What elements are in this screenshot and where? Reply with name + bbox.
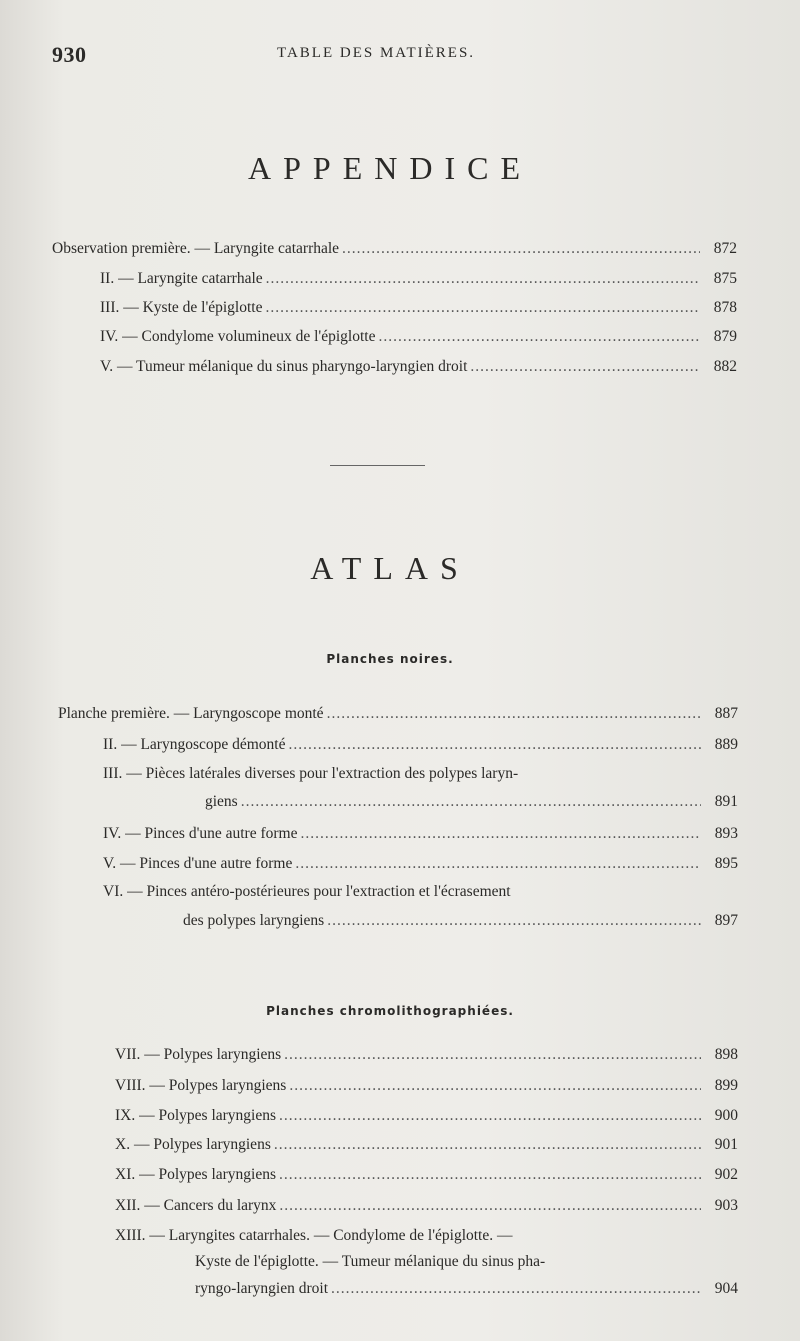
toc-entry-label: V. — Pinces d'une autre forme	[103, 855, 293, 872]
toc-entry-label: IX. — Polypes laryngiens	[115, 1107, 277, 1124]
toc-entry-label: VIII. — Polypes laryngiens	[115, 1077, 287, 1094]
toc-entry-label: II. — Laryngoscope démonté	[103, 736, 286, 753]
toc-entry-label: giens	[205, 793, 238, 810]
toc-entry	[115, 1077, 738, 1095]
leader-dots	[342, 240, 700, 258]
toc-entry-page: 899	[714, 1077, 738, 1094]
leader-dots	[295, 855, 701, 873]
leader-dots	[284, 1046, 701, 1064]
toc-entry	[115, 1166, 738, 1184]
toc-entry-page: 902	[714, 1166, 738, 1183]
leader-dots	[378, 328, 700, 346]
toc-entry	[58, 705, 738, 723]
toc-entry-page: 901	[714, 1136, 738, 1153]
leader-dots	[279, 1107, 701, 1125]
toc-entry-label: Kyste de l'épiglotte. — Tumeur mélanique du sinus pha-	[195, 1253, 546, 1270]
toc-entry-label: IV. — Pinces d'une autre forme	[103, 825, 298, 842]
toc-entry-label: VI. — Pinces antéro-postérieures pour l'extraction et l'écrasement	[103, 883, 511, 900]
toc-entry-page: 904	[714, 1280, 738, 1297]
toc-entry-page: 893	[714, 825, 738, 842]
page-header	[52, 42, 740, 72]
toc-entry	[52, 240, 737, 258]
leader-dots	[289, 736, 702, 754]
toc-entry-page: 882	[713, 358, 737, 375]
toc-entry-label: XI. — Polypes laryngiens	[115, 1166, 277, 1183]
toc-entry-label: des polypes laryngiens	[183, 912, 325, 929]
toc-entry	[115, 1046, 738, 1064]
planches-chromo-heading: Planches chromolithographiées.	[266, 1004, 514, 1018]
toc-entry-label: III. — Kyste de l'épiglotte	[100, 299, 263, 316]
toc-entry-page: 879	[713, 328, 737, 345]
leader-dots	[327, 912, 701, 930]
section-divider	[330, 465, 425, 466]
toc-entry-label: XII. — Cancers du larynx	[115, 1197, 277, 1214]
leader-dots	[274, 1136, 701, 1154]
leader-dots	[470, 358, 700, 376]
leader-dots	[327, 705, 701, 723]
toc-entry-label: IV. — Condylome volumineux de l'épiglotte	[100, 328, 376, 345]
toc-entry-page: 900	[714, 1107, 738, 1124]
toc-entry	[100, 328, 737, 346]
leader-dots	[279, 1166, 701, 1184]
toc-entry-page: 897	[714, 912, 738, 929]
toc-entry-page: 903	[714, 1197, 738, 1214]
toc-entry-label: II. — Laryngite catarrhale	[100, 270, 263, 287]
toc-entry-label: Planche première. — Laryngoscope monté	[58, 705, 324, 722]
appendice-title: APPENDICE	[247, 150, 532, 186]
toc-entry	[195, 1280, 738, 1298]
toc-entry-page: 889	[714, 736, 738, 753]
leader-dots	[279, 1197, 701, 1215]
toc-entry	[205, 793, 738, 811]
toc-entry-page: 872	[713, 240, 737, 257]
toc-entry-label: ryngo-laryngien droit	[195, 1280, 329, 1297]
toc-entry-label: Observation première. — Laryngite catarrhale	[52, 240, 340, 257]
toc-entry-label: III. — Pièces latérales diverses pour l'extraction des polypes laryn-	[103, 765, 519, 782]
toc-entry	[115, 1197, 738, 1215]
leader-dots	[289, 1077, 701, 1095]
leader-dots	[300, 825, 701, 843]
leader-dots	[241, 793, 701, 811]
toc-entry	[115, 1136, 738, 1154]
atlas-title: ATLAS	[310, 550, 470, 586]
leader-dots	[266, 270, 700, 288]
toc-entry-label: VII. — Polypes laryngiens	[115, 1046, 282, 1063]
toc-entry-page: 875	[713, 270, 737, 287]
leader-dots	[331, 1280, 701, 1298]
toc-entry-page: 878	[713, 299, 737, 316]
toc-entry	[103, 736, 738, 754]
page-number: 930	[52, 42, 87, 67]
toc-entry	[115, 1107, 738, 1125]
planches-noires-heading: Planches noires.	[326, 652, 454, 666]
toc-entry	[103, 855, 738, 873]
toc-entry	[103, 825, 738, 843]
toc-entry	[100, 270, 737, 288]
toc-entry-page: 887	[714, 705, 738, 722]
running-title: TABLE DES MATIÈRES.	[277, 45, 476, 61]
toc-entry-label: XIII. — Laryngites catarrhales. — Condylome de l'épiglotte. —	[115, 1227, 513, 1244]
toc-entry	[100, 358, 737, 376]
toc-entry-page: 895	[714, 855, 738, 872]
toc-entry-page: 891	[714, 793, 738, 810]
leader-dots	[266, 299, 701, 317]
toc-entry-page: 898	[714, 1046, 738, 1063]
toc-entry	[100, 299, 737, 317]
toc-entry	[183, 912, 738, 930]
toc-entry-label: V. — Tumeur mélanique du sinus pharyngo-laryngien droit	[100, 358, 468, 375]
toc-entry-label: X. — Polypes laryngiens	[115, 1136, 271, 1153]
